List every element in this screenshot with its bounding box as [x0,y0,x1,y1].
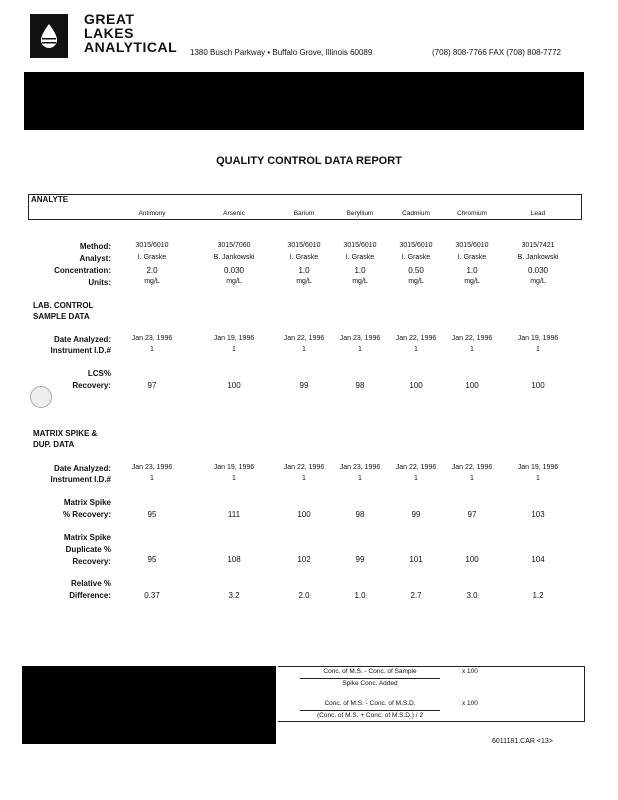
ms-date-cell: Jan 23, 1996 [131,464,173,471]
units-cell: mg/L [226,278,242,285]
lcs-instrument-cell: 1 [302,346,306,353]
concentration-cell: 0.030 [527,266,549,275]
lcs-recovery-cell: 100 [409,381,423,390]
units-cell: mg/L [144,278,160,285]
rpd-cell: 1.2 [532,591,544,600]
msd-label-2: Duplicate % [65,545,111,554]
lcs-recovery-cell: 98 [355,381,365,390]
rpd-cell: 2.0 [298,591,310,600]
ms-instrument-cell: 1 [536,475,540,482]
lcs-date-cell: Jan 19, 1996 [213,335,255,342]
ms-date-analyzed-label: Date Analyzed: [53,464,111,473]
units-cell: mg/L [464,278,480,285]
analyst-cell: B. Jankowski [517,254,559,261]
lcs-recovery-label: Recovery: [72,381,111,390]
concentration-cell: 2.0 [146,266,158,275]
ms-recovery-cell: 98 [355,510,365,519]
ms-date-cell: Jan 22, 1996 [451,464,493,471]
report-title: QUALITY CONTROL DATA REPORT [216,155,402,167]
analyte-column-header: Barium [293,210,315,217]
lcs-date-cell: Jan 22, 1996 [283,335,325,342]
method-cell: 3015/7060 [217,242,251,249]
analyte-label: ANALYTE [31,195,69,204]
company-line: LAKES [84,25,134,41]
analyst-cell: I. Graske [137,254,167,261]
ms-instrument-id-label: Instrument I.D.# [50,475,111,484]
lcs-date-cell: Jan 23, 1996 [339,335,381,342]
lcs-date-cell: Jan 22, 1996 [395,335,437,342]
rpd-cell: 1.0 [354,591,366,600]
ms-date-cell: Jan 19, 1996 [517,464,559,471]
company-address: 1380 Busch Parkway • Buffalo Grove, Illinois 60089 [190,48,373,57]
lcs-recovery-cell: 100 [465,381,479,390]
formula2-numerator: Conc. of M.S. - Conc. of M.S.D. [324,700,416,707]
method-cell: 3015/6010 [287,242,321,249]
lcs-instrument-cell: 1 [536,346,540,353]
analyte-column-header: Cadmium [402,210,430,217]
lcs-recovery-cell: 100 [227,381,241,390]
rpd-cell: 3.2 [228,591,240,600]
method-cell: 3015/6010 [135,242,169,249]
concentration-cell: 0.030 [223,266,245,275]
ms-instrument-cell: 1 [150,475,154,482]
msd-recovery-cell: 102 [297,555,311,564]
ms-instrument-cell: 1 [470,475,474,482]
units-cell: mg/L [408,278,424,285]
ms-recovery-label: % Recovery: [62,510,111,519]
ms-date-cell: Jan 22, 1996 [283,464,325,471]
method-cell: 3015/7421 [521,242,555,249]
analyte-column-header: Beryllium [346,210,374,217]
method-cell: 3015/6010 [343,242,377,249]
analyte-column-header: Lead [530,210,546,217]
ms-instrument-cell: 1 [414,475,418,482]
lcs-date-cell: Jan 23, 1996 [131,335,173,342]
ms-instrument-cell: 1 [232,475,236,482]
hole-punch-mark [30,386,52,408]
analyst-cell: B. Jankowski [213,254,255,261]
date-analyzed-label: Date Analyzed: [53,335,111,344]
lcs-recovery-cell: 100 [531,381,545,390]
rpd-label-2: Difference: [69,591,111,600]
lab-control-section-label: LAB. CONTROL SAMPLE DATA [33,301,94,321]
msd-recovery-cell: 104 [531,555,545,564]
formula1-numerator: Conc. of M.S. - Conc. of Sample [323,668,417,675]
units-cell: mg/L [352,278,368,285]
redaction-block [22,666,276,744]
concentration-label: Concentration: [54,266,111,275]
msd-recovery-label: Recovery: [72,557,111,566]
lcs-recovery-cell: 97 [147,381,157,390]
ms-recovery-cell: 111 [227,510,241,519]
ms-recovery-cell: 103 [531,510,545,519]
lcs-date-cell: Jan 22, 1996 [451,335,493,342]
ms-instrument-cell: 1 [358,475,362,482]
rpd-cell: 3.0 [466,591,478,600]
lcs-instrument-cell: 1 [470,346,474,353]
msd-recovery-cell: 108 [227,555,241,564]
water-drop-icon [38,22,60,50]
concentration-cell: 1.0 [466,266,478,275]
analyst-cell: I. Graske [457,254,487,261]
formula2-multiplier: x 100 [462,700,478,707]
msd-recovery-cell: 95 [147,555,157,564]
units-cell: mg/L [296,278,312,285]
msd-recovery-cell: 100 [465,555,479,564]
analyte-column-header: Chromium [457,210,487,217]
rpd-cell: 2.7 [410,591,422,600]
msd-recovery-cell: 101 [409,555,423,564]
ms-recovery-cell: 97 [467,510,477,519]
lcs-instrument-cell: 1 [150,346,154,353]
ms-instrument-cell: 1 [302,475,306,482]
method-label: Method: [79,242,111,251]
analyst-cell: I. Graske [345,254,375,261]
analyst-label: Analyst: [79,254,111,263]
company-line: GREAT [84,11,135,27]
units-label: Units: [88,278,111,287]
msd-label-1: Matrix Spike [63,533,111,542]
analyst-cell: I. Graske [401,254,431,261]
ms-recovery-cell: 95 [147,510,157,519]
lcs-recovery-cell: 99 [299,381,309,390]
formula2-denominator: (Conc. of M.S. + Conc. of M.S.D.) / 2 [316,712,424,719]
ms-date-cell: Jan 19, 1996 [213,464,255,471]
ms-recovery-cell: 99 [411,510,421,519]
formula2-divider [300,710,440,711]
formula1-divider [300,678,440,679]
units-cell: mg/L [530,278,546,285]
company-line: ANALYTICAL [84,39,178,55]
concentration-cell: 0.50 [408,266,424,275]
ms-recovery-cell: 100 [297,510,311,519]
lcs-instrument-cell: 1 [414,346,418,353]
matrix-spike-section-label: MATRIX SPIKE & DUP. DATA [33,429,98,449]
analyte-column-header: Arsenic [223,210,245,217]
formula1-multiplier: x 100 [462,668,478,675]
company-phone: (708) 808-7766 FAX (708) 808-7772 [432,48,561,57]
analyte-column-header: Antimony [138,210,166,217]
document-id-footer: 6011181.CAR <13> [492,738,553,745]
lcs-date-cell: Jan 19, 1996 [517,335,559,342]
method-cell: 3015/6010 [455,242,489,249]
company-name [84,12,177,54]
formula1-denominator: Spike Conc. Added [342,680,398,687]
lcs-instrument-cell: 1 [358,346,362,353]
lcs-instrument-cell: 1 [232,346,236,353]
ms-label: Matrix Spike [63,498,111,507]
analyst-cell: I. Graske [289,254,319,261]
redaction-block [24,72,584,130]
rpd-cell: 0.37 [144,591,160,600]
method-cell: 3015/6010 [399,242,433,249]
instrument-id-label: Instrument I.D.# [50,346,111,355]
ms-date-cell: Jan 22, 1996 [395,464,437,471]
concentration-cell: 1.0 [298,266,310,275]
concentration-cell: 1.0 [354,266,366,275]
rpd-label-1: Relative % [70,579,111,588]
ms-date-cell: Jan 23, 1996 [339,464,381,471]
lcs-label: LCS% [87,369,111,378]
msd-recovery-cell: 99 [355,555,365,564]
